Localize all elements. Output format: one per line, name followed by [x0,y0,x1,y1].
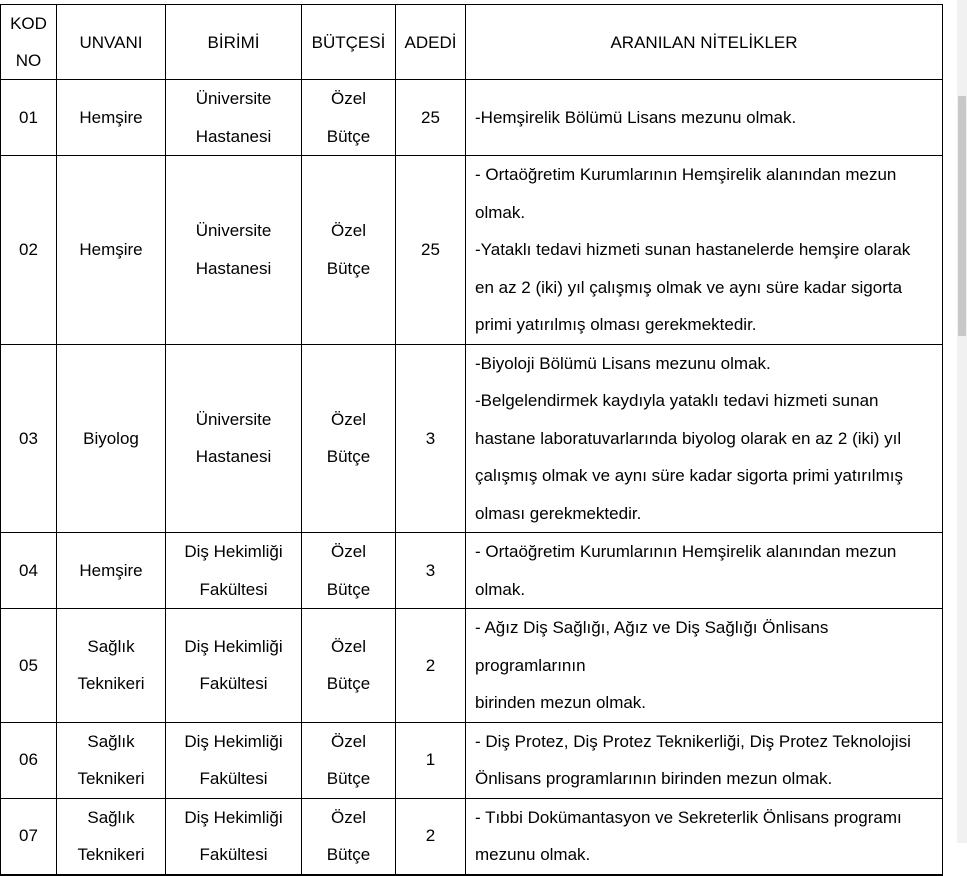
nitelik-line: primi yatırılmış olması gerekmektedir. [475,315,757,334]
table-header-row [1,5,943,80]
cell-birim [166,722,302,798]
cell-adet [396,722,466,798]
kod-value: 07 [19,826,38,846]
cell-butce [302,609,396,723]
cell-birim [166,80,302,156]
header-adedi: ADEDİ [396,5,466,80]
cell-unvan [57,533,166,609]
nitelik-line: mezunu olmak. [475,845,591,864]
adet-value: 1 [425,750,436,770]
unvan-line: Biyolog [83,428,139,448]
cell-nitelik [466,798,943,874]
cell-kod [1,533,57,609]
cell-unvan [57,344,166,533]
cell-butce [302,156,396,345]
adet-value: 3 [425,560,436,580]
job-listing-table [0,4,943,876]
butce-line: Özel [331,636,366,656]
butce-line: Bütçe [326,126,371,146]
unvan-line: Teknikeri [77,769,145,788]
unvan-line: Hemşire [79,560,143,580]
unvan-line: Sağlık [87,731,135,751]
cell-nitelik [466,80,943,156]
butce-line: Bütçe [326,845,371,864]
table-row [1,874,943,875]
header-aranilan-nitelikler: ARANILAN NİTELİKLER [466,5,943,80]
birim-line: Hastanesi [195,258,272,278]
nitelik-line: Önlisans programlarının birinden mezun olmak. [475,769,833,788]
nitelik-line: olması gerekmektedir. [475,503,642,523]
cell-butce [302,874,396,875]
birim-line: Diş Hekimliği [184,731,283,751]
table-row [1,609,943,723]
butce-line: Özel [331,542,366,561]
table-body [1,80,943,876]
scrollbar-thumb[interactable] [958,96,966,336]
cell-unvan [57,874,166,875]
table-row [1,722,943,798]
birim-line: Üniversite [195,89,272,108]
cell-birim [166,533,302,609]
header-birimi: BİRİMİ [166,5,302,80]
birim-line: Fakültesi [199,845,268,864]
cell-butce [302,533,396,609]
nitelik-line: birinden mezun olmak. [475,693,647,712]
cell-adet [396,798,466,874]
cell-nitelik [466,344,943,533]
cell-unvan [57,722,166,798]
header-butcesi: BÜTÇESİ [302,5,396,80]
butce-line: Bütçe [326,258,371,278]
nitelik-line: -Hemşirelik Bölümü Lisans mezunu olmak. [475,107,797,127]
butce-line: Özel [331,731,366,751]
cell-kod [1,798,57,874]
table-row [1,533,943,609]
cell-nitelik [466,533,943,609]
nitelik-line: -Yataklı tedavi hizmeti sunan hastanelerde hemşire olarak [475,240,911,259]
cell-nitelik [466,874,943,875]
header-kod-no [1,5,57,80]
nitelik-line: -Belgelendirmek kaydıyla yataklı tedavi hizmeti sunan [475,391,879,410]
nitelik-line: olmak. [475,202,526,222]
cell-unvan [57,156,166,345]
kod-value: 02 [19,240,38,259]
birim-line: Hastanesi [195,126,272,146]
adet-value: 3 [425,428,436,448]
cell-kod [1,609,57,723]
butce-line: Özel [331,409,366,429]
butce-line: Bütçe [326,769,371,788]
adet-value: 25 [421,240,440,259]
cell-butce [302,798,396,874]
adet-value: 2 [425,655,436,675]
cell-nitelik [466,156,943,345]
birim-line: Diş Hekimliği [184,636,283,656]
cell-adet [396,156,466,345]
cell-adet [396,609,466,723]
cell-kod [1,156,57,345]
cell-butce [302,722,396,798]
adet-value: 2 [425,826,436,846]
nitelik-line: - Ağız Diş Sağlığı, Ağız ve Diş Sağlığı Önlisans programlarının [475,618,829,675]
birim-line: Diş Hekimliği [184,807,283,827]
cell-adet [396,344,466,533]
nitelik-line: en az 2 (iki) yıl çalışmış olmak ve aynı süre kadar sigorta [475,277,903,297]
kod-value: 03 [19,428,38,448]
kod-value: 01 [19,107,38,127]
cell-kod [1,344,57,533]
birim-line: Diş Hekimliği [184,542,283,561]
unvan-line: Sağlık [87,807,135,827]
birim-line: Fakültesi [199,674,268,694]
unvan-line: Hemşire [79,107,143,127]
unvan-line: Teknikeri [77,845,145,864]
birim-line: Hastanesi [195,447,272,467]
adet-value: 25 [421,107,440,127]
cell-adet [396,80,466,156]
cell-unvan [57,80,166,156]
cell-butce [302,344,396,533]
cell-unvan [57,798,166,874]
nitelik-line: olmak. [475,579,526,599]
nitelik-line: - Ortaöğretim Kurumlarının Hemşirelik alanından mezun [475,165,897,184]
cell-unvan [57,609,166,723]
header-kod-line2: NO [15,51,42,70]
cell-nitelik [466,722,943,798]
butce-line: Özel [331,221,366,241]
table-row [1,798,943,874]
cell-birim [166,609,302,723]
table-row [1,80,943,156]
kod-value: 06 [19,750,38,770]
kod-value: 04 [19,560,38,580]
birim-line: Üniversite [195,221,272,241]
birim-line: Fakültesi [199,579,268,599]
birim-line: Üniversite [195,409,272,429]
nitelik-line: - Diş Protez, Diş Protez Teknikerliği, Diş Protez Teknolojisi [475,731,911,751]
header-kod-line1: KOD [10,14,47,33]
cell-birim [166,344,302,533]
butce-line: Bütçe [326,674,371,694]
nitelik-line: - Tıbbi Dokümantasyon ve Sekreterlik Önlisans programı [475,807,902,827]
kod-value: 05 [19,655,38,675]
nitelik-line: çalışmış olmak ve aynı süre kadar sigorta primi yatırılmış [475,466,903,485]
nitelik-line: hastane laboratuvarlarında biyolog olarak en az 2 (iki) yıl [475,428,902,448]
butce-line: Bütçe [326,447,371,467]
butce-line: Özel [331,807,366,827]
butce-line: Bütçe [326,579,371,599]
unvan-line: Hemşire [79,240,143,259]
cell-birim [166,156,302,345]
cell-adet [396,874,466,875]
header-unvani: UNVANI [57,5,166,80]
unvan-line: Teknikeri [77,674,145,694]
cell-kod [1,80,57,156]
birim-line: Fakültesi [199,769,268,788]
nitelik-line: -Biyoloji Bölümü Lisans mezunu olmak. [475,353,771,373]
unvan-line: Sağlık [87,636,135,656]
cell-kod [1,722,57,798]
cell-kod [1,874,57,875]
vertical-scrollbar[interactable] [957,0,967,843]
butce-line: Özel [331,89,366,108]
cell-adet [396,533,466,609]
cell-butce [302,80,396,156]
cell-nitelik [466,609,943,723]
cell-birim [166,798,302,874]
nitelik-line: - Ortaöğretim Kurumlarının Hemşirelik alanından mezun [475,542,897,561]
table-row [1,156,943,345]
cell-birim [166,874,302,875]
table-row [1,344,943,533]
